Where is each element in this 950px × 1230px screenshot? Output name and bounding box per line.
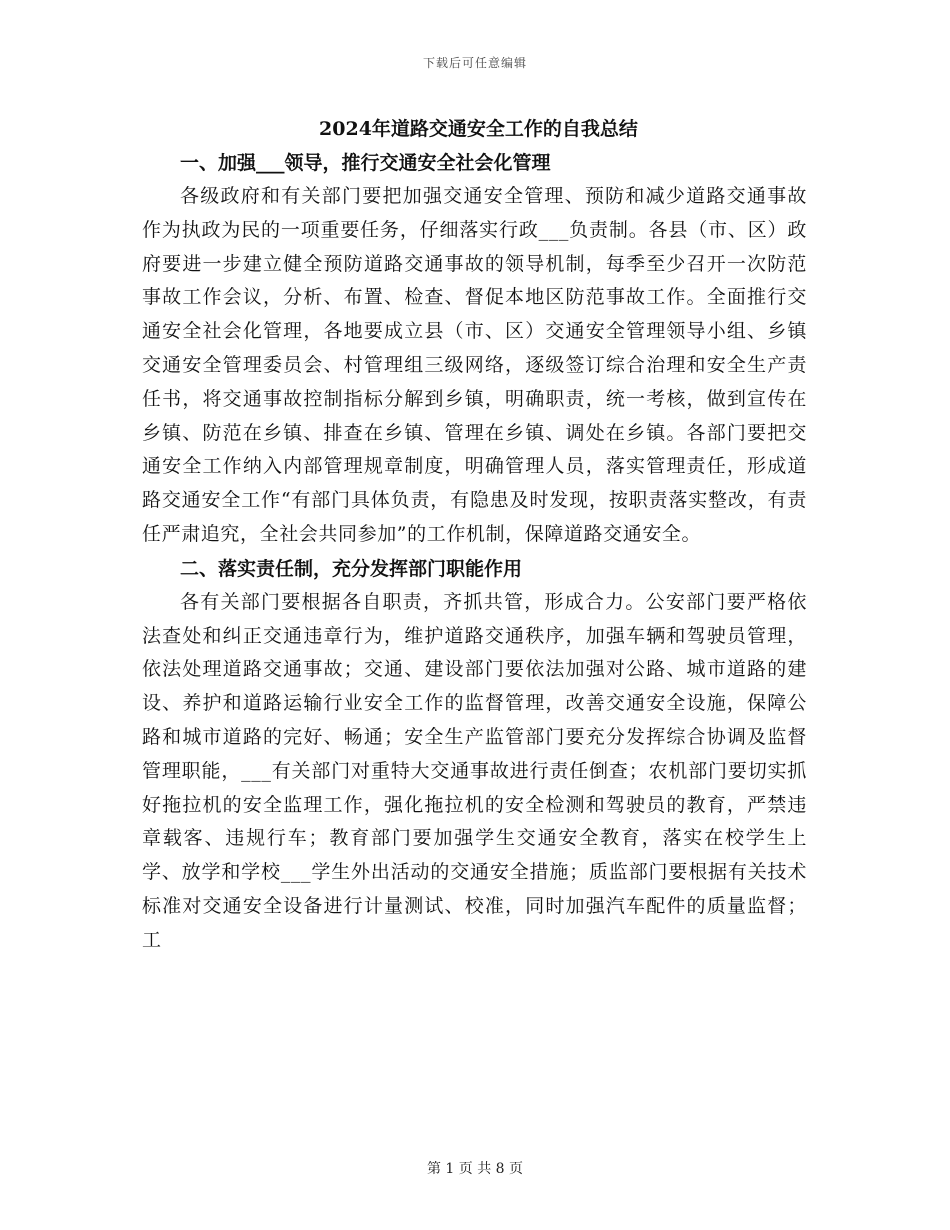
page-number: 第 1 页 共 8 页 bbox=[426, 1161, 524, 1177]
section-heading-1: 一、加强___领导，推行交通安全社会化管理 bbox=[180, 152, 551, 174]
document-title: 2024年道路交通安全工作的自我总结 bbox=[319, 118, 638, 140]
section-paragraph-1: 各级政府和有关部门要把加强交通安全管理、预防和减少道路交通事故作为执政为民的一项重要任务，仔细落实行政___负责制。各县（市、区）政府要进一步建立健全预防道路交通事故的领导机制，每季至少召开一次防范事故工作会议，分析、布置、检查、督促本地区防范事故工作。全面推行交通安全社会化管理，各地要成立县（市、区）交通安全管理领导小组、乡镇交通安全管理委员会、村管理组三级网络，逐级签订综合治理和安全生产责任书，将交通事故控制指标分解到乡镇，明确职责，统一考核，做到宣传在乡镇、防范在乡镇、排查在乡镇、管理在乡镇、调处在乡镇。各部门要把交通安全工作纳入内部管理规章制度，明确管理人员，落实管理责任，形成道路交通安全工作“有部门具体负责，有隐患及时发现，按职责落实整改，有责任严肃追究，全社会共同参加”的工作机制，保障道路交通安全。 bbox=[142, 185, 807, 545]
page-header-note: 下载后可任意编辑 bbox=[422, 56, 527, 70]
section-paragraph-2: 各有关部门要根据各自职责，齐抓共管，形成合力。公安部门要严格依法查处和纠正交通违章行为，维护道路交通秩序，加强车辆和驾驶员管理，依法处理道路交通事故；交通、建设部门要依法加强对公路、城市道路的建设、养护和道路运输行业安全工作的监督管理，改善交通安全设施，保障公路和城市道路的完好、畅通；安全生产监管部门要充分发挥综合协调及监督管理职能，___有关部门对重特大交通事故进行责任倒查；农机部门要切实抓好拖拉机的安全监理工作，强化拖拉机的安全检测和驾驶员的教育，严禁违章载客、违规行车；教育部门要加强学生交通安全教育，落实在校学生上学、放学和学校___学生外出活动的交通安全措施；质监部门要根据有关技术标准对交通安全设备进行计量测试、校准，同时加强汽车配件的质量监督；工 bbox=[142, 590, 807, 951]
document-body bbox=[142, 112, 807, 958]
section-heading-2: 二、落实责任制，充分发挥部门职能作用 bbox=[180, 557, 523, 580]
